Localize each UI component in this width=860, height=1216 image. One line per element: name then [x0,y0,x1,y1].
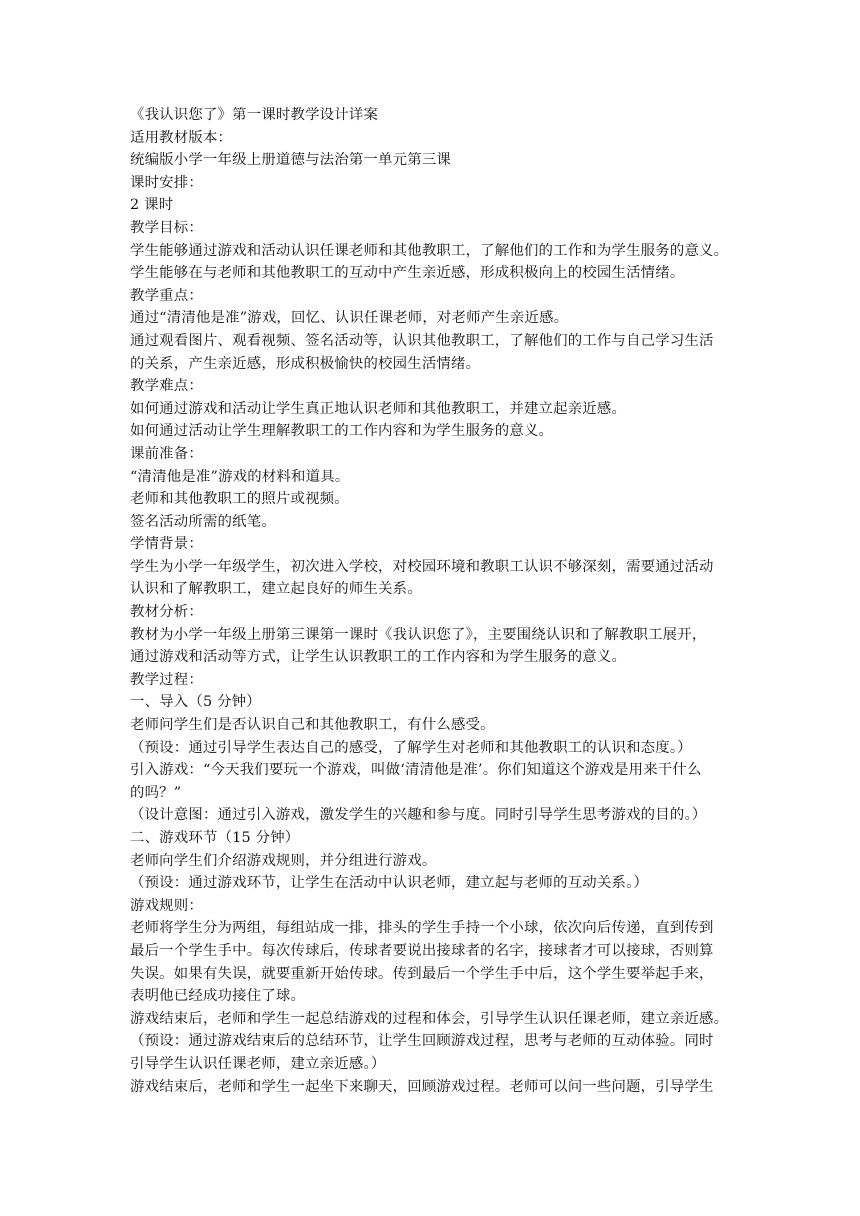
text-line: 二、游戏环节（15 分钟） [130,830,300,846]
text-line: 引入游戏：“今天我们要玩一个游戏，叫做‘清清他是准’。你们知道这个游戏是用来干什么 [130,762,702,779]
text-line: 统编版小学一年级上册道德与法治第一单元第三课 [130,152,451,169]
text-line: （预设：通过引导学生表达自己的感受，了解学生对老师和其他教职工的认识和态度。） [130,739,692,756]
text-line: 课时安排： [130,174,203,191]
text-line: 教学过程： [130,671,203,688]
text-line: 的关系，产生亲近感，形成积极愉快的校园生活情绪。 [130,355,481,372]
text-line: 通过游戏和活动等方式，让学生认识教职工的工作内容和为学生服务的意义。 [130,649,627,666]
text-line: 教学重点： [130,287,203,304]
text-line: 通过“清清他是准”游戏，回忆、认识任课老师，对老师产生亲近感。 [130,310,569,327]
text-line: 最后一个学生手中。每次传球后，传球者要说出接球者的名字，接球者才可以接球，否则算 [130,942,714,959]
text-line: 如何通过游戏和活动让学生真正地认识老师和其他教职工，并建立起亲近感。 [130,400,627,417]
text-line: 2 课时 [130,197,174,214]
text-line: 学生能够在与老师和其他教职工的互动中产生亲近感，形成积极向上的校园生活情绪。 [130,265,685,282]
text-line: 教学难点： [130,378,203,395]
text-line: 学情背景： [130,536,203,553]
text-line: “清清他是准”游戏的材料和道具。 [130,468,350,485]
text-line: 课前准备： [130,445,203,462]
text-line: （预设：通过游戏环节，让学生在活动中认识老师，建立起与老师的互动关系。） [130,875,649,892]
text-line: （设计意图：通过引入游戏，激发学生的兴趣和参与度。同时引导学生思考游戏的目的。） [130,807,707,824]
text-line: 游戏结束后，老师和学生一起总结游戏的过程和体会，引导学生认识任课老师，建立亲近感。 [130,1010,729,1027]
text-line: （预设：通过游戏结束后的总结环节，让学生回顾游戏过程，思考与老师的互动体验。同时 [130,1033,714,1050]
text-line: 学生为小学一年级学生，初次进入学校，对校园环境和教职工认识不够深刻，需要通过活动 [130,558,714,575]
text-line: 一、导入（5 分钟） [130,694,261,711]
document-body [130,104,750,1098]
text-line: 失误。如果有失误，就要重新开始传球。传到最后一个学生手中后，这个学生要举起手来， [130,965,714,982]
text-line: 签名活动所需的纸笔。 [130,513,276,530]
document-title: 《我认识您了》第一课时教学设计详案 [130,107,379,123]
text-line: 老师问学生们是否认识自己和其他教职工，有什么感受。 [130,717,495,734]
text-line: 认识和了解教职工，建立起良好的师生关系。 [130,581,422,598]
text-line: 老师向学生们介绍游戏规则，并分组进行游戏。 [130,852,437,869]
text-line: 老师和其他教职工的照片或视频。 [130,491,349,508]
text-line: 如何通过活动让学生理解教职工的工作内容和为学生服务的意义。 [130,423,554,440]
text-line: 教材分析： [130,604,203,621]
text-line: 的吗？” [130,784,182,801]
text-line: 老师将学生分为两组，每组站成一排，排头的学生手持一个小球，依次向后传递，直到传到 [130,920,714,937]
text-line: 教学目标： [130,219,203,236]
text-line: 适用教材版本： [130,129,233,146]
text-line: 学生能够通过游戏和活动认识任课老师和其他教职工，了解他们的工作和为学生服务的意义。 [130,242,729,259]
text-line: 通过观看图片、观看视频、签名活动等，认识其他教职工，了解他们的工作与自己学习生活 [130,332,714,349]
text-line: 游戏结束后，老师和学生一起坐下来聊天，回顾游戏过程。老师可以问一些问题，引导学生 [130,1078,714,1095]
text-line: 教材为小学一年级上册第三课第一课时《我认识您了》，主要围绕认识和了解教职工展开， [130,626,707,643]
text-line: 表明他已经成功接住了球。 [130,988,306,1005]
text-line: 引导学生认识任课老师，建立亲近感。） [130,1055,386,1072]
text-line: 游戏规则： [130,897,203,914]
